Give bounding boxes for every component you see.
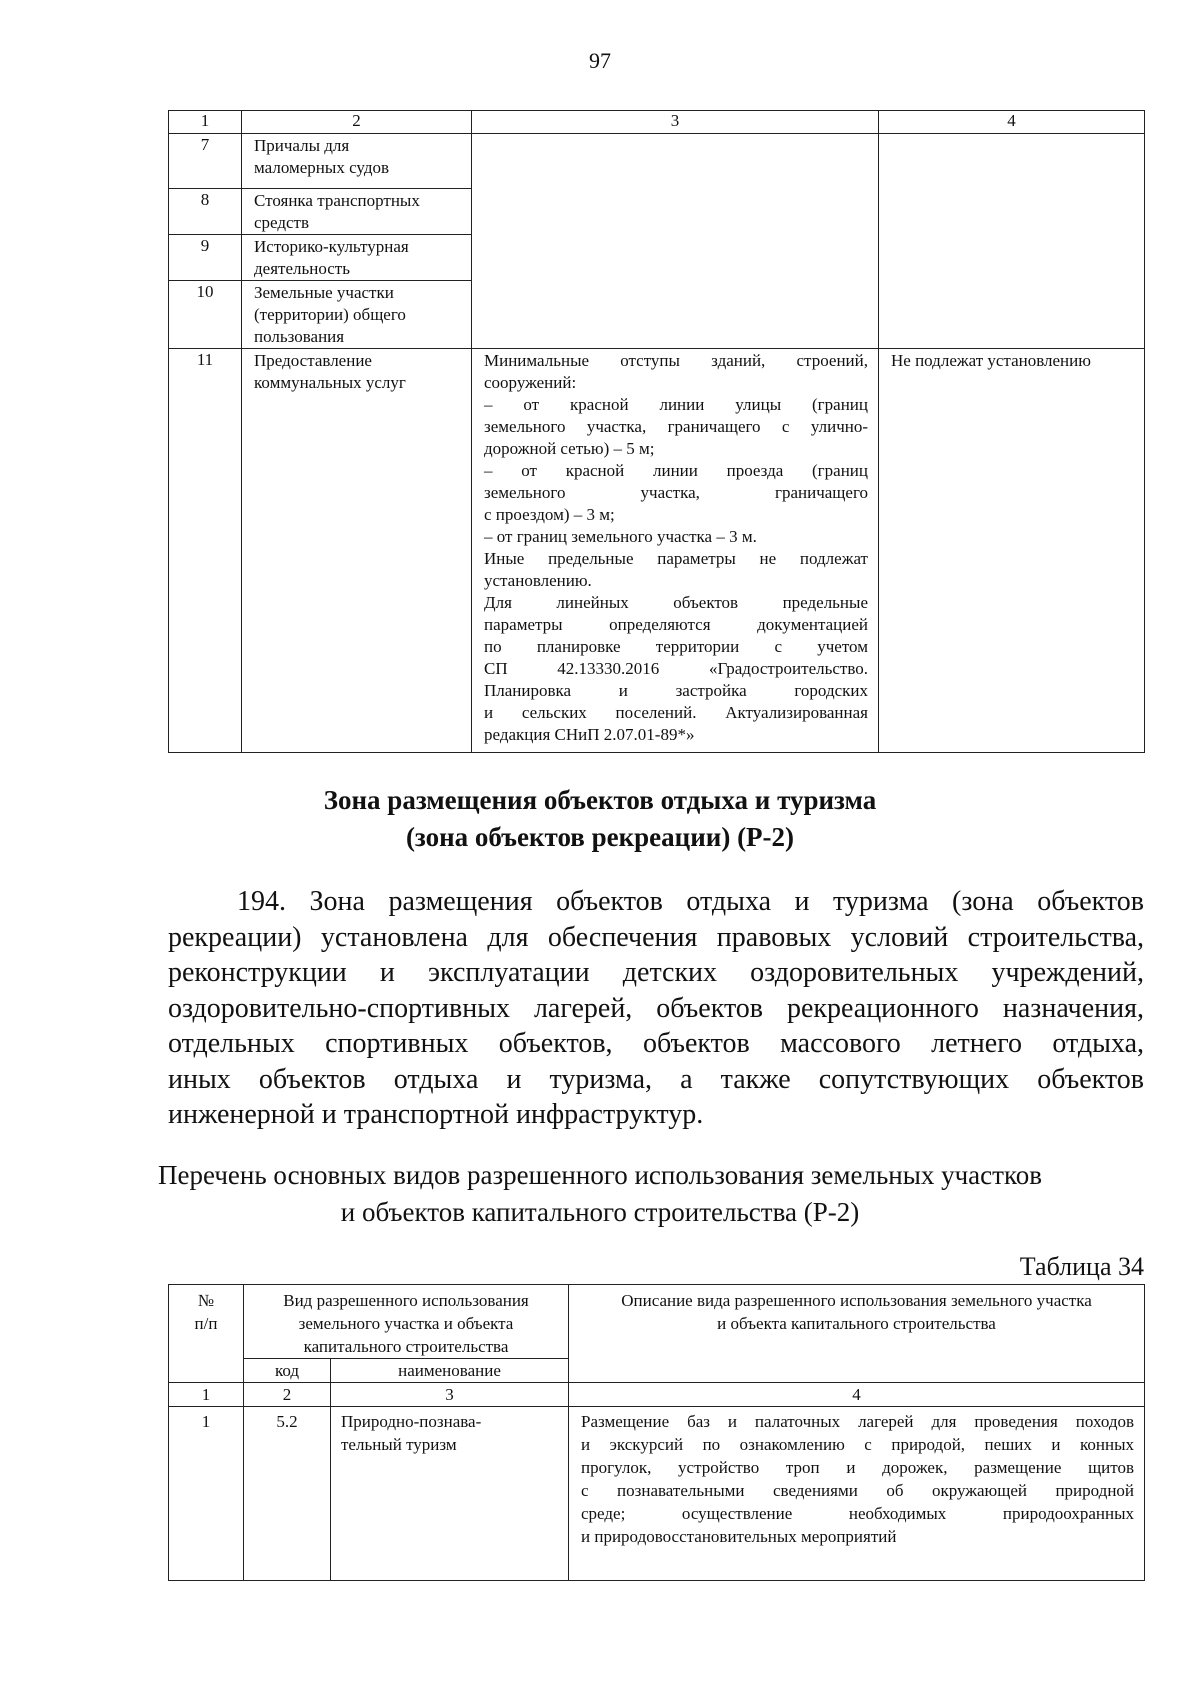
- row-name: [242, 349, 472, 753]
- paragraph-line: 194. Зона размещения объектов отдыха и туризма (зона объектов: [237, 886, 1144, 917]
- row-name: [242, 281, 472, 349]
- row-name-line: Стоянка транспортных: [254, 191, 420, 210]
- row-name-line: средств: [254, 213, 310, 232]
- zone-title-line: Зона размещения объектов отдыха и туризма: [323, 785, 877, 815]
- paragraph-line: рекреации) установлена для обеспечения правовых условий строительства,: [168, 921, 1144, 953]
- header-name: наименование: [331, 1359, 569, 1383]
- row-name-line: тельный туризм: [341, 1435, 457, 1454]
- header-num: [169, 1285, 244, 1383]
- row-description: [569, 1407, 1145, 1581]
- table-label: Таблица 34: [1019, 1252, 1144, 1281]
- header-code: код: [244, 1359, 331, 1383]
- table-numbering-row: [169, 1383, 1145, 1407]
- header-cell: 3: [472, 111, 879, 134]
- empty-cell: [879, 134, 1145, 349]
- parameters-line: земельного участка, граничащего: [484, 483, 868, 502]
- row-name: [242, 235, 472, 281]
- paragraph-line: иных объектов отдыха и туризма, а также сопутствующих объектов: [168, 1063, 1144, 1095]
- header-kind: [244, 1285, 569, 1359]
- row-name-line: (территории) общего: [254, 305, 406, 324]
- row-name-line: Причалы для: [254, 136, 350, 155]
- row-name-line: Предоставление: [254, 351, 372, 370]
- parameters-line: дорожной сетью) – 5 м;: [484, 439, 655, 458]
- zone-title: [0, 782, 1200, 856]
- numbering-cell: 2: [244, 1383, 331, 1407]
- row-name-line: Природно-познава-: [341, 1412, 482, 1431]
- parameters-line: параметры определяются документацией: [484, 615, 868, 634]
- row-description-line: с познавательными сведениями об окружающей природной: [581, 1481, 1135, 1500]
- header-description-line: Описание вида разрешенного использования земельного участка: [621, 1291, 1092, 1310]
- paragraph-line: оздоровительно-спортивных лагерей, объектов рекреационного назначения,: [168, 992, 1144, 1024]
- list-title: [0, 1157, 1200, 1231]
- parameters-line: – от красной линии улицы (границ: [484, 395, 868, 414]
- table-header-row: [169, 111, 1145, 134]
- row-number: 1: [169, 1407, 244, 1581]
- list-title-line: и объектов капитального строительства (Р-2): [340, 1197, 860, 1227]
- parameters-cell: [472, 349, 879, 753]
- row-number: 8: [169, 189, 242, 235]
- parameters-line: по планировке территории с учетом: [484, 637, 868, 656]
- table-row: [169, 1407, 1145, 1581]
- row-name: [242, 134, 472, 189]
- row-name-line: Историко-культурная: [254, 237, 409, 256]
- paragraph-line: реконструкции и эксплуатации детских оздоровительных учреждений,: [168, 957, 1144, 988]
- numbering-cell: 1: [169, 1383, 244, 1407]
- paragraph-194: [168, 884, 1144, 1133]
- header-num-line: п/п: [194, 1314, 218, 1333]
- row-description-line: Размещение баз и палаточных лагерей для проведения походов: [581, 1412, 1135, 1431]
- parameters-line: установлению.: [484, 571, 592, 590]
- row-description-line: и экскурсий по ознакомлению с природой, пеших и конных: [581, 1435, 1135, 1454]
- header-kind-line: Вид разрешенного использования: [283, 1291, 529, 1310]
- row-number: 10: [169, 281, 242, 349]
- row-name-line: деятельность: [254, 259, 350, 278]
- parameters-line: сооружений:: [484, 373, 577, 392]
- parameters-line: и сельских поселений. Актуализированная: [484, 703, 868, 722]
- row-description-line: и природовосстановительных мероприятий: [581, 1527, 897, 1546]
- parameters-line: Минимальные отступы зданий, строений,: [484, 351, 868, 370]
- parameters-line: с проездом) – 3 м;: [484, 505, 615, 524]
- row-description-line: прогулок, устройство троп и дорожек, размещение щитов: [581, 1458, 1135, 1477]
- parameters-line: – от красной линии проезда (границ: [484, 461, 868, 480]
- list-title-line: Перечень основных видов разрешенного использования земельных участков: [158, 1160, 1042, 1190]
- row-name-line: Земельные участки: [254, 283, 394, 302]
- row-number: 11: [169, 349, 242, 753]
- table-header-row: [169, 1285, 1145, 1359]
- header-kind-line: земельного участка и объекта: [298, 1314, 514, 1333]
- parameters-line: СП 42.13330.2016 «Градостроительство.: [484, 659, 868, 678]
- parameters-line: Планировка и застройка городских: [484, 681, 868, 700]
- header-description: [569, 1285, 1145, 1383]
- page-number: 97: [589, 48, 611, 73]
- row-description-line: среде; осуществление необходимых природоохранных: [581, 1504, 1135, 1523]
- header-cell: 2: [242, 111, 472, 134]
- parameters-line: Для линейных объектов предельные: [484, 593, 868, 612]
- table-34: [168, 1284, 1145, 1581]
- row-col4-text: Не подлежат установлению: [879, 349, 1145, 753]
- parameters-line: Иные предельные параметры не подлежат: [484, 549, 868, 568]
- header-description-line: и объекта капитального строительства: [717, 1314, 996, 1333]
- paragraph-line: отдельных спортивных объектов, объектов массового летнего отдыха,: [168, 1028, 1144, 1059]
- row-number: 7: [169, 134, 242, 189]
- parameters-line: земельного участка, граничащего с улично-: [484, 417, 868, 436]
- header-cell: 4: [879, 111, 1145, 134]
- table-row: [169, 349, 1145, 753]
- header-cell: 1: [169, 111, 242, 134]
- row-name-line: коммунальных услуг: [254, 373, 406, 392]
- parameters-line: – от границ земельного участка – 3 м.: [484, 527, 757, 546]
- row-name: [331, 1407, 569, 1581]
- zone-title-line: (зона объектов рекреации) (Р-2): [405, 822, 795, 852]
- empty-cell: [472, 134, 879, 349]
- parameters-line: редакция СНиП 2.07.01-89*»: [484, 725, 695, 744]
- header-kind-line: капитального строительства: [303, 1337, 509, 1356]
- row-name: [242, 189, 472, 235]
- header-num-line: №: [197, 1291, 215, 1310]
- continuation-table: [168, 110, 1145, 753]
- numbering-cell: 4: [569, 1383, 1145, 1407]
- numbering-cell: 3: [331, 1383, 569, 1407]
- table-row: [169, 134, 1145, 189]
- row-code: 5.2: [244, 1407, 331, 1581]
- row-name-line: маломерных судов: [254, 158, 389, 177]
- paragraph-line: инженерной и транспортной инфраструктур.: [168, 1099, 704, 1130]
- row-number: 9: [169, 235, 242, 281]
- row-name-line: пользования: [254, 327, 345, 346]
